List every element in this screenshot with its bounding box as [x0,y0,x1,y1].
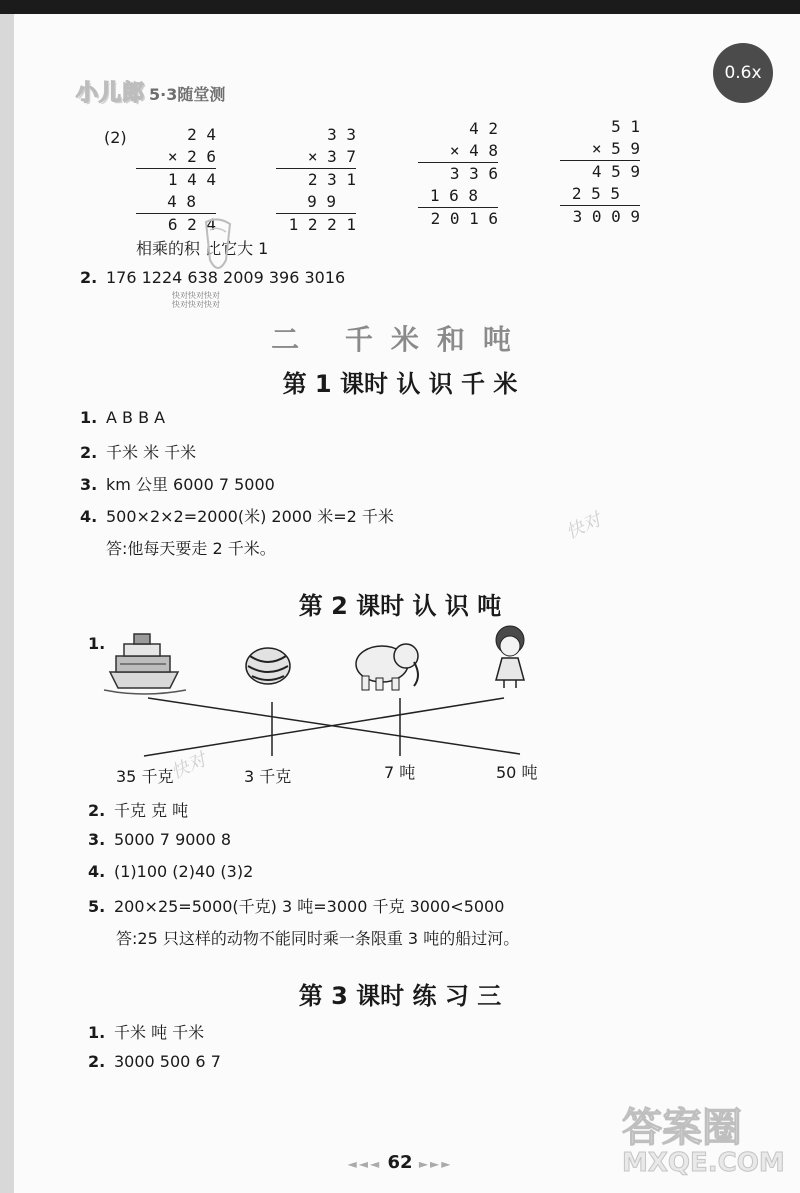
question-number: 2. [88,1052,106,1071]
page-number: 62 [387,1152,413,1173]
answer-text: 200×25=5000(千克) 3 吨=3000 千克 3000<5000 [114,897,505,916]
weight-label: 7 吨 [384,763,416,782]
lesson-2-item [88,830,231,849]
question-number: 1. [80,408,98,427]
partial-product: 2 5 5 [571,184,620,203]
multiplier: × 5 9 [591,139,640,158]
next-arrows-icon: ►►► [418,1157,453,1171]
stamp-text [172,291,220,309]
answer-text: 千克 克 吨 [114,801,189,820]
product: 1 2 2 1 [288,215,356,234]
partial-product: 1 6 8 [429,186,478,205]
lesson-2-title: 第 2 课时 认 识 吨 [298,592,502,620]
multiplication-3 [418,118,498,230]
multiplicand: 3 3 [327,125,356,144]
logo-main: 小儿郎 [76,81,146,106]
question-number: 2. [80,268,98,287]
multiplier: × 3 7 [307,147,356,166]
observation-note: 相乘的积 比它大 1 [136,239,269,258]
section-title: 二 千米和吨 [271,323,529,356]
product: 3 0 0 9 [572,207,640,226]
site-brand-watermark: 答案圈 [622,1105,742,1151]
partial-product: 1 4 4 [167,170,216,189]
answer-text: (1)100 (2)40 (3)2 [114,862,254,881]
question-number: 5. [88,897,106,916]
product: 2 0 1 6 [430,209,498,228]
multiplier: × 4 8 [449,141,498,160]
lesson-1-title: 第 1 课时 认 识 千 米 [282,370,518,398]
watermark: 快对 [562,509,605,544]
top-bar [0,0,800,14]
product: 6 2 4 [167,215,216,234]
answer-text: 3000 500 6 7 [114,1052,221,1071]
answer-text: 千米 米 千米 [106,443,197,462]
stamp-line: 快对快对快对 [172,291,220,300]
lesson-2-item [88,798,188,821]
question-number: 1. [88,1023,106,1042]
partial-product: 2 3 1 [307,170,356,189]
lesson-1-item [80,504,394,527]
lesson-2-answer: 答:25 只这样的动物不能同时乘一条限重 3 吨的船过河。 [116,929,520,948]
weight-label: 50 吨 [496,763,538,782]
answer-text: 500×2×2=2000(米) 2000 米=2 千米 [106,507,394,526]
site-url-watermark: MXQE.COM [622,1148,785,1178]
multiplicand: 2 4 [187,125,216,144]
partial-product: 4 8 [167,192,196,211]
partial-product: 9 9 [307,192,336,211]
watermelon-icon [246,648,290,684]
lesson-1-item [80,440,196,463]
stamp-line: 快对快对快对 [172,300,220,309]
playback-speed-button[interactable]: 0.6x [713,43,773,103]
question-label: (2) [104,128,127,147]
question-number: 3. [88,830,106,849]
weight-label: 35 千克 [116,767,174,786]
question-number: 2. [80,443,98,462]
lesson-3-title: 第 3 课时 练 习 三 [298,982,502,1010]
question-number: 1. [88,634,106,653]
ship-icon [104,634,186,694]
weight-label: 3 千克 [244,767,292,786]
lesson-1-item [80,408,165,427]
matching-diagram [100,620,560,770]
answer-text: 千米 吨 千米 [114,1023,205,1042]
multiplication-4 [560,116,640,228]
question-number: 2. [88,801,106,820]
lesson-3-item [88,1020,204,1043]
pen-watermark-icon [196,216,240,280]
partial-product: 4 5 9 [591,162,640,181]
lesson-2-item [88,862,253,881]
multiplicand: 4 2 [469,119,498,138]
question-number: 3. [80,475,98,494]
lesson-2-item [88,894,504,917]
logo-subtitle: 5·3随堂测 [149,85,226,104]
multiplicand: 5 1 [611,117,640,136]
elephant-icon [356,644,418,690]
prev-arrows-icon: ◄◄◄ [347,1157,382,1171]
lesson-3-item [88,1052,221,1071]
answer-text: 5000 7 9000 8 [114,830,232,849]
question-number: 4. [88,862,106,881]
answer-text: A B B A [106,408,166,427]
answer-text: 176 1224 638 2009 396 3016 [106,268,346,287]
partial-product: 3 3 6 [449,164,498,183]
multiplier: × 2 6 [167,147,216,166]
girl-icon [496,626,524,688]
watermark: 快对 [167,749,210,784]
question-number: 4. [80,507,98,526]
multiplication-2 [276,124,356,236]
lesson-1-item [80,472,275,495]
publisher-logo [76,76,225,107]
lesson-1-answer: 答:他每天要走 2 千米。 [106,539,276,558]
answer-text: km 公里 6000 7 5000 [106,475,275,494]
